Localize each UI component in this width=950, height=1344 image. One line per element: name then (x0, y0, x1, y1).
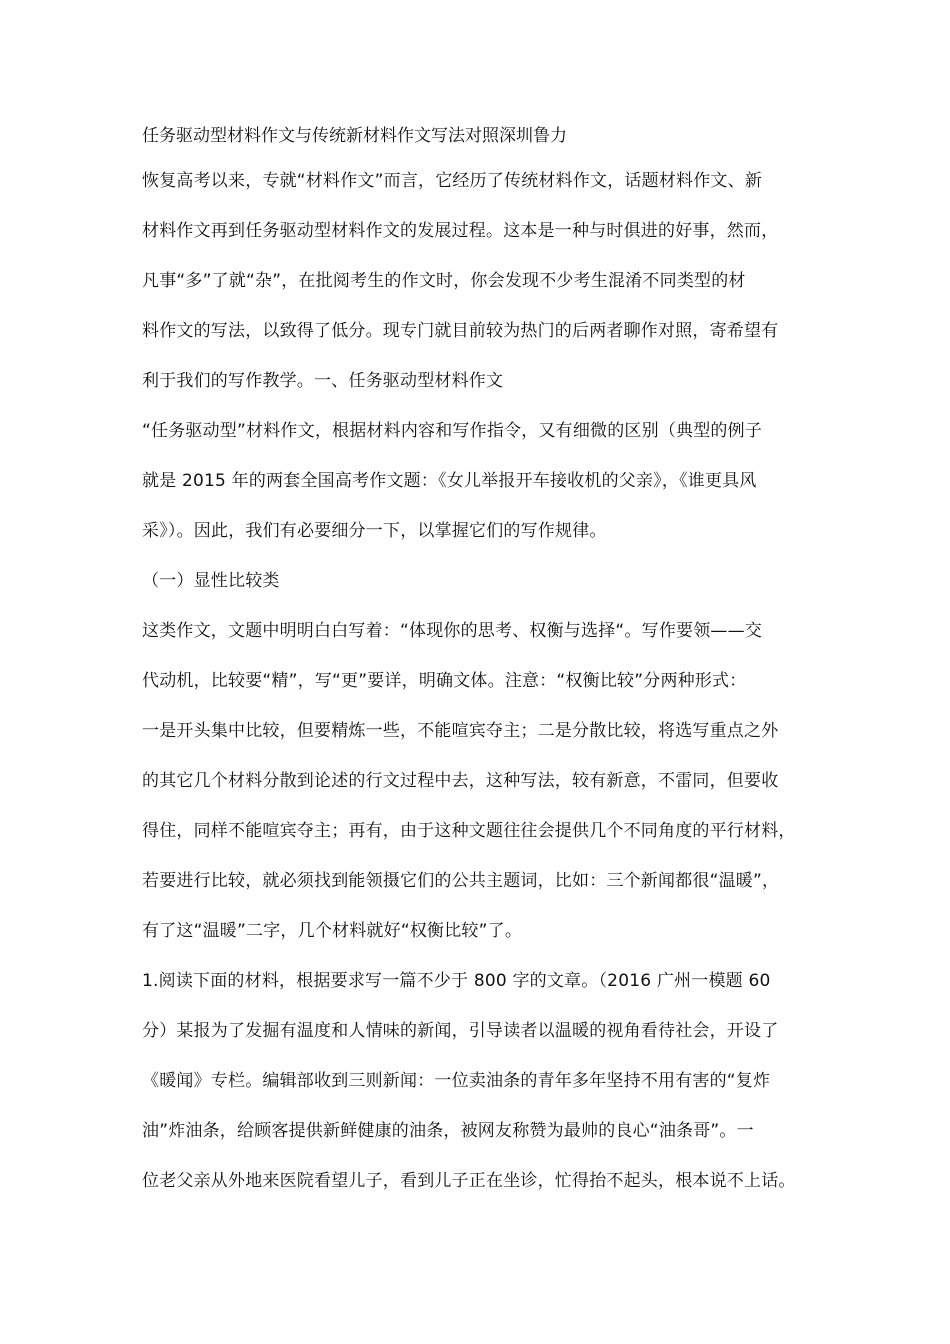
paragraph-line: 料作文的写法，以致得了低分。现专门就目前较为热门的后两者聊作对照，寄希望有 (142, 321, 779, 341)
paragraph-line: 的其它几个材料分散到论述的行文过程中去，这种写法，较有新意，不雷同，但要收 (142, 771, 779, 791)
paragraph-line: 材料作文再到任务驱动型材料作文的发展过程。这本是一种与时俱进的好事，然而， (142, 221, 779, 241)
paragraph-line: 一是开头集中比较，但要精炼一些，不能喧宾夺主；二是分散比较，将选写重点之外 (142, 721, 779, 741)
paragraph-line: 采》）。因此，我们有必要细分一下，以掌握它们的写作规律。 (142, 521, 607, 541)
section-heading: （一）显性比较类 (142, 571, 280, 591)
paragraph-line: “任务驱动型”材料作文，根据材料内容和写作指令，又有细微的区别（典型的例子 (142, 421, 763, 441)
paragraph-line: 利于我们的写作教学。一、任务驱动型材料作文 (142, 371, 504, 391)
paragraph-line: 油”炸油条，给顾客提供新鲜健康的油条，被网友称赞为最帅的良心“油条哥”。一 (142, 1121, 754, 1141)
paragraph-line: 就是 2015 年的两套全国高考作文题：《女儿举报开车接收机的父亲》，《谁更具风 (142, 471, 757, 491)
paragraph-line: 分）某报为了发掘有温度和人情味的新闻，引导读者以温暖的视角看待社会，开设了 (142, 1021, 779, 1041)
paragraph-line: 位老父亲从外地来医院看望儿子，看到儿子正在坐诊，忙得抬不起头，根本说不上话。 (142, 1171, 796, 1191)
paragraph-line: 这类作文，文题中明明白白写着：“体现你的思考、权衡与选择“。写作要领——交 (142, 621, 763, 641)
paragraph-line: 《暖闻》专栏。编辑部收到三则新闻：一位卖油条的青年多年坚持不用有害的“复炸 (142, 1071, 771, 1091)
paragraph-line: 有了这“温暖”二字，几个材料就好“权衡比较”了。 (142, 921, 523, 941)
document-title: 任务驱动型材料作文与传统新材料作文写法对照深圳鲁力 (142, 126, 567, 146)
paragraph-line: 凡事“多”了就“杂”，在批阅考生的作文时，你会发现不少考生混淆不同类型的材 (142, 271, 746, 291)
paragraph-line: 恢复高考以来，专就“材料作文”而言，它经历了传统材料作文，话题材料作文、新 (142, 171, 763, 191)
paragraph-line: 若要进行比较，就必须找到能领摄它们的公共主题词，比如：三个新闻都很“温暖”， (142, 871, 780, 891)
question-line: 1.阅读下面的材料，根据要求写一篇不少于 800 字的文章。（2016 广州一模题 60 (142, 971, 771, 991)
paragraph-line: 得住，同样不能喧宾夺主；再有，由于这种文题往往会提供几个不同角度的平行材料， (142, 821, 796, 841)
paragraph-line: 代动机，比较要“精”，写“更”要详，明确文体。注意：“权衡比较”分两种形式： (142, 671, 747, 691)
